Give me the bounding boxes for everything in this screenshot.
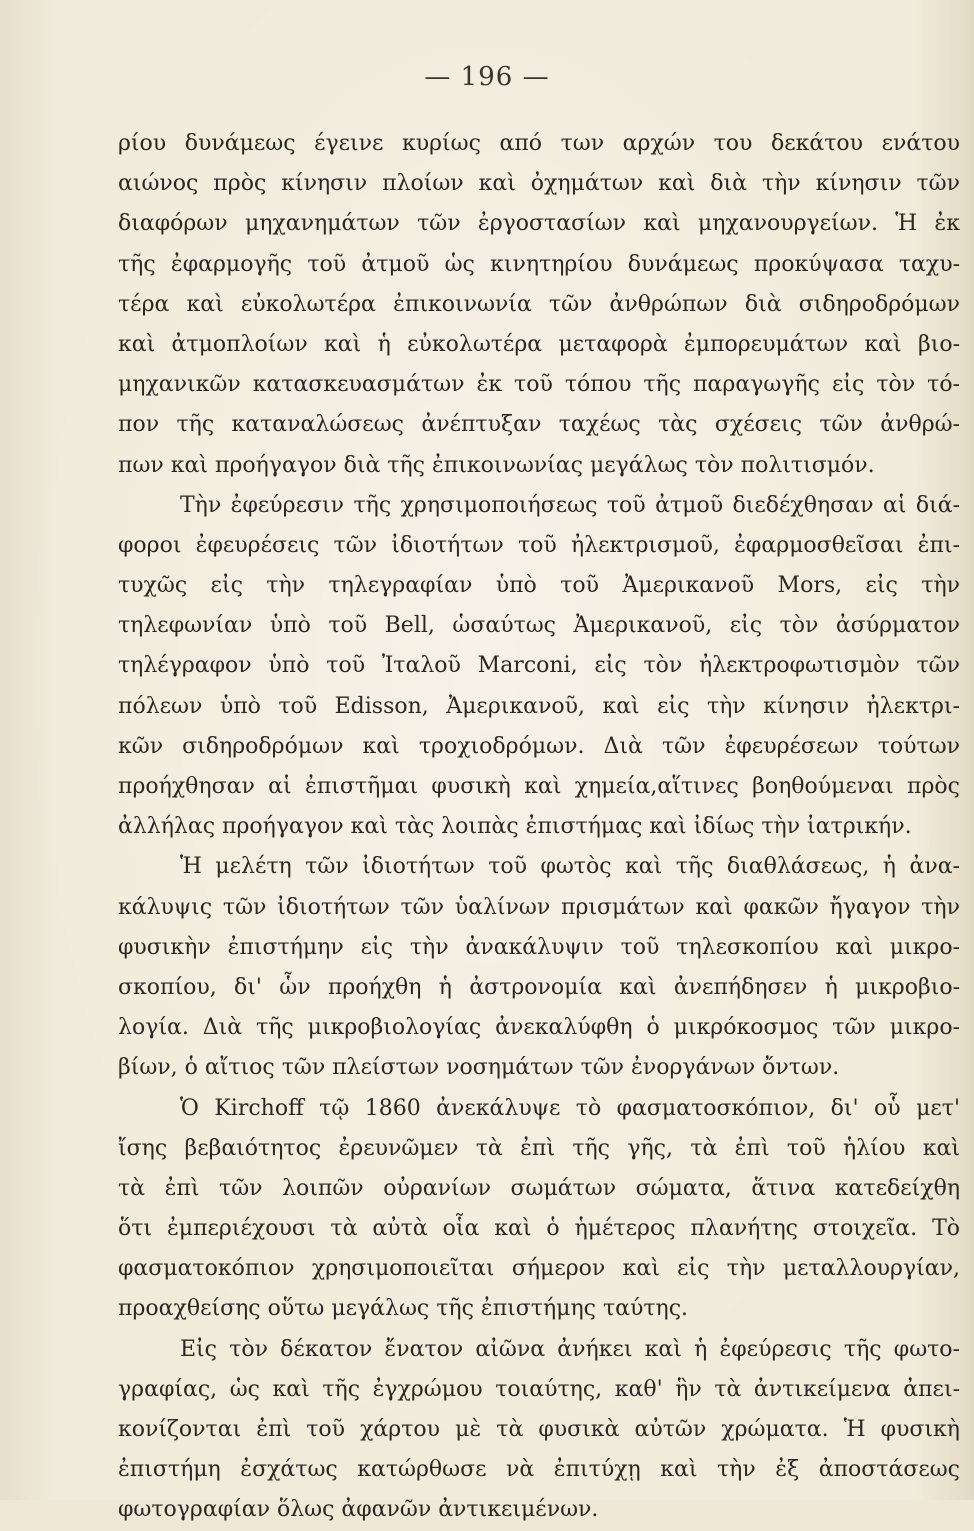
text-line: φασματοκόπιον χρησιμοποιεῖται σήμερον καὶ εἰς τὴν μεταλλουργίαν, — [118, 1256, 960, 1282]
text-line: ἴσης βεβαιότητος ἐρευνῶμεν τὰ ἐπὶ τῆς γῆς, τὰ ἐπὶ τοῦ ἡλίου καὶ — [118, 1135, 960, 1161]
text-line: Ἡ μελέτη τῶν ἰδιοτήτων τοῦ φωτὸς καὶ τῆς διαθλάσεως, ἡ ἀνα- — [180, 854, 960, 880]
text-line: βίων, ὁ αἴτιος τῶν πλείστων νοσημάτων τῶν ἐνοργάνων ὄντων. — [118, 1055, 840, 1081]
text-line: πόλεων ὑπὸ τοῦ Edisson, Ἀμερικανοῦ, καὶ εἰς τὴν κίνησιν ἠλεκτρι- — [118, 693, 960, 719]
text-line: Εἰς τὸν δέκατον ἔνατον αἰῶνα ἀνήκει καὶ ἡ ἐφεύρεσις τῆς φωτο- — [180, 1336, 960, 1362]
text-line: σκοπίου, δι' ὧν προήχθη ἡ ἀστρονομία καὶ ἀνεπήδησεν ἡ μικροβιο- — [118, 974, 960, 1000]
text-line: καὶ ἀτμοπλοίων καὶ ἡ εὐκολωτέρα μεταφορὰ ἐμπορευμάτων καὶ βιο- — [118, 331, 960, 357]
text-line: Τὴν ἐφεύρεσιν τῆς χρησιμοποιήσεως τοῦ ἀτμοῦ διεδέχθησαν αἱ διά- — [180, 492, 960, 518]
text-line: φωτογραφίαν ὅλως ἀφανῶν ἀντικειμένων. — [118, 1497, 599, 1523]
text-line: τῆς ἐφαρμογῆς τοῦ ἀτμοῦ ὡς κινητηρίου δυνάμεως προκύψασα ταχυ- — [118, 251, 960, 277]
text-line: τέρα καὶ εὐκολωτέρα ἐπικοινωνία τῶν ἀνθρώπων διὰ σιδηροδρόμων — [118, 291, 960, 317]
body-text — [118, 124, 960, 1531]
text-line: τηλεφωνίαν ὑπὸ τοῦ Bell, ὡσαύτως Ἀμερικανοῦ, εἰς τὸν ἀσύρματον — [118, 613, 960, 639]
text-line: γραφίας, ὡς καὶ τῆς ἐγχρώμου τοιαύτης, καθ' ἣν τὰ ἀντικείμενα ἀπει- — [118, 1376, 960, 1402]
text-line: κάλυψις τῶν ἰδιοτήτων τῶν ὑαλίνων πρισμάτων καὶ φακῶν ἤγαγον τὴν — [118, 894, 960, 920]
page-number: — 196 — — [424, 62, 550, 92]
text-line: ὅτι ἐμπεριέχουσι τὰ αὐτὰ οἷα καὶ ὁ ἡμέτερος πλανήτης στοιχεῖα. Τὸ — [118, 1216, 960, 1242]
text-line: τὰ ἐπὶ τῶν λοιπῶν οὐρανίων σωμάτων σώματα, ἅτινα κατεδείχθη — [118, 1175, 960, 1201]
text-line: ρίου δυνάμεως έγεινε κυρίως από των αρχών του δεκάτου ενάτου — [118, 131, 960, 156]
text-line: διαφόρων μηχανημάτων τῶν ἐργοστασίων καὶ μηχανουργείων. Ἡ ἐκ — [118, 211, 960, 237]
text-line: Ὁ Kirchoff τῷ 1860 ἀνεκάλυψε τὸ φασματοσκόπιον, δι' οὗ μετ' — [180, 1095, 960, 1121]
text-line: προαχθείσης οὕτω μεγάλως τῆς ἐπιστήμης ταύτης. — [118, 1296, 689, 1322]
text-line: φυσικὴν ἐπιστήμην εἰς τὴν ἀνακάλυψιν τοῦ τηλεσκοπίου καὶ μικρο- — [118, 934, 960, 960]
text-line: λογία. Διὰ τῆς μικροβιολογίας ἀνεκαλύφθη ὁ μικρόκοσμος τῶν μικρο- — [118, 1015, 960, 1041]
text-line: ἀλλήλας προήγαγον καὶ τὰς λοιπὰς ἐπιστήμας καὶ ἰδίως τὴν ἰατρικήν. — [118, 814, 912, 840]
text-line: φοροι ἐφευρέσεις τῶν ἰδιοτήτων τοῦ ἠλεκτρισμοῦ, ἐφαρμοσθεῖσαι ἐπι- — [118, 532, 960, 558]
text-line: μηχανικῶν κατασκευασμάτων ἐκ τοῦ τόπου τῆς παραγωγῆς εἰς τὸν τό- — [118, 372, 960, 398]
text-line: ἐπιστήμη ἐσχάτως κατώρθωσε νὰ ἐπιτύχῃ καὶ τὴν ἐξ ἀποστάσεως — [118, 1457, 960, 1483]
text-line: πων καὶ προήγαγον διὰ τῆς ἐπικοινωνίας μεγάλως τὸν πολιτισμόν. — [118, 452, 875, 478]
text-line: κονίζονται ἐπὶ τοῦ χάρτου μὲ τὰ φυσικὰ αὐτῶν χρώματα. Ἡ φυσικὴ — [118, 1417, 960, 1442]
text-line: πον τῆς καταναλώσεως ἀνέπτυξαν ταχέως τὰς σχέσεις τῶν ἀνθρώ- — [118, 412, 960, 438]
text-line: τυχῶς εἰς τὴν τηλεγραφίαν ὑπὸ τοῦ Ἀμερικανοῦ Mors, εἰς τὴν — [118, 573, 960, 599]
text-line: προήχθησαν αἱ ἐπιστῆμαι φυσικὴ καὶ χημεία,αἵτινες βοηθούμεναι πρὸς — [118, 774, 960, 799]
text-line: κῶν σιδηροδρόμων καὶ τροχιοδρόμων. Διὰ τῶν ἐφευρέσεων τούτων — [118, 733, 960, 759]
text-line: τηλέγραφον ὑπὸ τοῦ Ἰταλοῦ Marconi, εἰς τὸν ἠλεκτροφωτισμὸν τῶν — [118, 653, 960, 679]
text-line: αιώνος πρὸς κίνησιν πλοίων καὶ ὀχημάτων καὶ διὰ τὴν κίνησιν τῶν — [118, 171, 960, 197]
